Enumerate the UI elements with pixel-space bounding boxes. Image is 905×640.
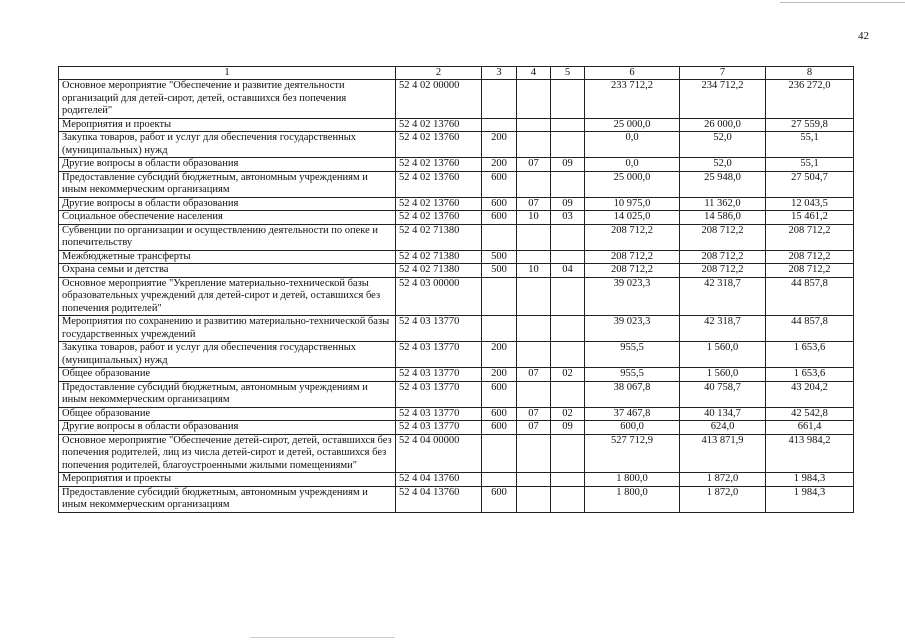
row-amount-col8-cell: 55,1 — [766, 158, 854, 172]
row-amount-col7-cell: 234 712,2 — [680, 80, 766, 119]
top-edge-line — [780, 2, 905, 3]
row-amount-col7-cell: 1 872,0 — [680, 486, 766, 512]
row-section-cell — [517, 381, 551, 407]
row-subsection-cell — [551, 118, 585, 132]
row-amount-col7-cell: 42 318,7 — [680, 277, 766, 316]
row-subsection-cell: 04 — [551, 264, 585, 278]
row-code-cell: 52 4 02 13760 — [396, 171, 482, 197]
row-section-cell — [517, 132, 551, 158]
row-expense-type-cell: 600 — [482, 171, 517, 197]
budget-table — [58, 66, 854, 513]
row-name-cell: Основное мероприятие "Укрепление материально-технической базы образовательных учреждений для детей-сирот и детей, оставшихся без попечения родителей" — [59, 277, 396, 316]
row-name-cell: Межбюджетные трансферты — [59, 250, 396, 264]
row-expense-type-cell — [482, 316, 517, 342]
row-code-cell: 52 4 03 13770 — [396, 368, 482, 382]
table-body — [59, 80, 854, 513]
row-subsection-cell: 09 — [551, 197, 585, 211]
row-code-cell: 52 4 02 13760 — [396, 118, 482, 132]
row-amount-col7-cell: 11 362,0 — [680, 197, 766, 211]
row-code-cell: 52 4 03 00000 — [396, 277, 482, 316]
row-expense-type-cell: 500 — [482, 264, 517, 278]
row-subsection-cell — [551, 342, 585, 368]
row-name-cell: Общее образование — [59, 407, 396, 421]
row-code-cell: 52 4 04 00000 — [396, 434, 482, 473]
row-amount-col7-cell: 1 560,0 — [680, 368, 766, 382]
table-header-row — [59, 67, 854, 80]
row-subsection-cell — [551, 250, 585, 264]
row-code-cell: 52 4 04 13760 — [396, 473, 482, 487]
row-amount-col7-cell: 14 586,0 — [680, 211, 766, 225]
row-amount-col6-cell: 208 712,2 — [585, 224, 680, 250]
row-code-cell: 52 4 02 00000 — [396, 80, 482, 119]
row-subsection-cell — [551, 473, 585, 487]
row-name-cell: Социальное обеспечение населения — [59, 211, 396, 225]
row-amount-col7-cell: 40 134,7 — [680, 407, 766, 421]
row-expense-type-cell: 200 — [482, 368, 517, 382]
row-subsection-cell — [551, 80, 585, 119]
row-amount-col8-cell: 12 043,5 — [766, 197, 854, 211]
table-row — [59, 158, 854, 172]
row-section-cell: 07 — [517, 407, 551, 421]
table-row — [59, 316, 854, 342]
row-subsection-cell: 09 — [551, 158, 585, 172]
row-amount-col6-cell: 208 712,2 — [585, 250, 680, 264]
table-row — [59, 381, 854, 407]
row-expense-type-cell — [482, 118, 517, 132]
table-row — [59, 407, 854, 421]
row-subsection-cell — [551, 434, 585, 473]
row-amount-col8-cell: 44 857,8 — [766, 316, 854, 342]
row-code-cell: 52 4 02 13760 — [396, 197, 482, 211]
row-amount-col7-cell: 40 758,7 — [680, 381, 766, 407]
row-section-cell — [517, 434, 551, 473]
row-section-cell — [517, 486, 551, 512]
row-subsection-cell — [551, 381, 585, 407]
row-code-cell: 52 4 02 71380 — [396, 224, 482, 250]
table-row — [59, 224, 854, 250]
row-name-cell: Закупка товаров, работ и услуг для обеспечения государственных (муниципальных) нужд — [59, 342, 396, 368]
row-name-cell: Мероприятия по сохранению и развитию материально-технической базы государственных учреждений — [59, 316, 396, 342]
row-section-cell — [517, 277, 551, 316]
row-subsection-cell — [551, 224, 585, 250]
row-expense-type-cell: 600 — [482, 486, 517, 512]
row-amount-col6-cell: 25 000,0 — [585, 171, 680, 197]
row-subsection-cell — [551, 277, 585, 316]
table-row — [59, 473, 854, 487]
table-row — [59, 171, 854, 197]
row-amount-col6-cell: 38 067,8 — [585, 381, 680, 407]
row-amount-col7-cell: 624,0 — [680, 421, 766, 435]
row-code-cell: 52 4 03 13770 — [396, 381, 482, 407]
table-row — [59, 486, 854, 512]
row-amount-col6-cell: 25 000,0 — [585, 118, 680, 132]
table-row — [59, 264, 854, 278]
row-expense-type-cell: 200 — [482, 342, 517, 368]
row-subsection-cell — [551, 316, 585, 342]
row-amount-col6-cell: 0,0 — [585, 158, 680, 172]
table-row — [59, 197, 854, 211]
column-header: 8 — [766, 67, 854, 80]
table-row — [59, 368, 854, 382]
row-amount-col6-cell: 14 025,0 — [585, 211, 680, 225]
row-expense-type-cell: 200 — [482, 132, 517, 158]
row-name-cell: Другие вопросы в области образования — [59, 158, 396, 172]
row-amount-col6-cell: 208 712,2 — [585, 264, 680, 278]
row-expense-type-cell: 200 — [482, 158, 517, 172]
row-amount-col7-cell: 1 560,0 — [680, 342, 766, 368]
row-code-cell: 52 4 04 13760 — [396, 486, 482, 512]
row-amount-col8-cell: 1 984,3 — [766, 486, 854, 512]
row-section-cell: 07 — [517, 421, 551, 435]
row-name-cell: Основное мероприятие "Обеспечение и развитие деятельности организаций для детей-сирот, детей, оставшихся без попечения родителей" — [59, 80, 396, 119]
column-header: 5 — [551, 67, 585, 80]
row-amount-col6-cell: 10 975,0 — [585, 197, 680, 211]
row-expense-type-cell: 600 — [482, 421, 517, 435]
row-amount-col6-cell: 39 023,3 — [585, 277, 680, 316]
row-amount-col7-cell: 52,0 — [680, 132, 766, 158]
row-expense-type-cell: 600 — [482, 381, 517, 407]
row-amount-col8-cell: 44 857,8 — [766, 277, 854, 316]
row-amount-col8-cell: 1 984,3 — [766, 473, 854, 487]
table-row — [59, 250, 854, 264]
row-amount-col7-cell: 208 712,2 — [680, 250, 766, 264]
row-expense-type-cell — [482, 434, 517, 473]
table-row — [59, 277, 854, 316]
table-row — [59, 342, 854, 368]
row-section-cell — [517, 316, 551, 342]
row-section-cell — [517, 171, 551, 197]
row-name-cell: Мероприятия и проекты — [59, 473, 396, 487]
row-expense-type-cell — [482, 224, 517, 250]
row-expense-type-cell: 600 — [482, 197, 517, 211]
row-amount-col8-cell: 55,1 — [766, 132, 854, 158]
row-name-cell: Мероприятия и проекты — [59, 118, 396, 132]
row-amount-col8-cell: 42 542,8 — [766, 407, 854, 421]
column-header: 2 — [396, 67, 482, 80]
row-section-cell — [517, 80, 551, 119]
row-amount-col8-cell: 236 272,0 — [766, 80, 854, 119]
row-amount-col8-cell: 1 653,6 — [766, 342, 854, 368]
row-section-cell — [517, 118, 551, 132]
row-section-cell — [517, 224, 551, 250]
row-amount-col8-cell: 43 204,2 — [766, 381, 854, 407]
row-amount-col7-cell: 26 000,0 — [680, 118, 766, 132]
row-amount-col8-cell: 661,4 — [766, 421, 854, 435]
row-expense-type-cell: 600 — [482, 407, 517, 421]
row-expense-type-cell: 500 — [482, 250, 517, 264]
row-subsection-cell: 02 — [551, 407, 585, 421]
row-amount-col7-cell: 52,0 — [680, 158, 766, 172]
page-number: 42 — [858, 30, 869, 42]
row-amount-col8-cell: 27 504,7 — [766, 171, 854, 197]
row-amount-col8-cell: 208 712,2 — [766, 250, 854, 264]
row-amount-col6-cell: 37 467,8 — [585, 407, 680, 421]
row-section-cell: 07 — [517, 197, 551, 211]
table-row — [59, 80, 854, 119]
column-header: 4 — [517, 67, 551, 80]
row-name-cell: Предоставление субсидий бюджетным, автономным учреждениям и иным некоммерческим организациям — [59, 381, 396, 407]
row-subsection-cell — [551, 486, 585, 512]
row-subsection-cell — [551, 171, 585, 197]
row-code-cell: 52 4 03 13770 — [396, 316, 482, 342]
row-amount-col7-cell: 208 712,2 — [680, 224, 766, 250]
row-amount-col6-cell: 600,0 — [585, 421, 680, 435]
row-amount-col6-cell: 955,5 — [585, 368, 680, 382]
row-amount-col8-cell: 208 712,2 — [766, 224, 854, 250]
row-name-cell: Предоставление субсидий бюджетным, автономным учреждениям и иным некоммерческим организациям — [59, 486, 396, 512]
row-amount-col7-cell: 1 872,0 — [680, 473, 766, 487]
row-code-cell: 52 4 02 13760 — [396, 211, 482, 225]
row-expense-type-cell — [482, 473, 517, 487]
row-name-cell: Другие вопросы в области образования — [59, 197, 396, 211]
row-subsection-cell — [551, 132, 585, 158]
table-row — [59, 434, 854, 473]
column-header: 6 — [585, 67, 680, 80]
column-header: 7 — [680, 67, 766, 80]
row-amount-col6-cell: 0,0 — [585, 132, 680, 158]
row-code-cell: 52 4 03 13770 — [396, 421, 482, 435]
table-row — [59, 118, 854, 132]
row-code-cell: 52 4 03 13770 — [396, 342, 482, 368]
row-section-cell — [517, 342, 551, 368]
table-row — [59, 211, 854, 225]
row-expense-type-cell — [482, 80, 517, 119]
row-expense-type-cell: 600 — [482, 211, 517, 225]
column-header: 3 — [482, 67, 517, 80]
row-code-cell: 52 4 02 13760 — [396, 158, 482, 172]
row-amount-col7-cell: 25 948,0 — [680, 171, 766, 197]
row-amount-col8-cell: 413 984,2 — [766, 434, 854, 473]
row-amount-col7-cell: 413 871,9 — [680, 434, 766, 473]
row-section-cell: 07 — [517, 158, 551, 172]
row-amount-col8-cell: 1 653,6 — [766, 368, 854, 382]
row-amount-col8-cell: 15 461,2 — [766, 211, 854, 225]
row-amount-col8-cell: 208 712,2 — [766, 264, 854, 278]
row-section-cell — [517, 473, 551, 487]
row-section-cell: 07 — [517, 368, 551, 382]
row-amount-col7-cell: 42 318,7 — [680, 316, 766, 342]
row-name-cell: Другие вопросы в области образования — [59, 421, 396, 435]
row-section-cell: 10 — [517, 211, 551, 225]
row-amount-col6-cell: 955,5 — [585, 342, 680, 368]
row-code-cell: 52 4 02 13760 — [396, 132, 482, 158]
row-section-cell: 10 — [517, 264, 551, 278]
table-row — [59, 132, 854, 158]
table-row — [59, 421, 854, 435]
row-code-cell: 52 4 03 13770 — [396, 407, 482, 421]
row-name-cell: Охрана семьи и детства — [59, 264, 396, 278]
row-amount-col6-cell: 1 800,0 — [585, 486, 680, 512]
row-subsection-cell: 02 — [551, 368, 585, 382]
row-name-cell: Субвенции по организации и осуществлению деятельности по опеке и попечительству — [59, 224, 396, 250]
row-amount-col7-cell: 208 712,2 — [680, 264, 766, 278]
row-subsection-cell: 03 — [551, 211, 585, 225]
row-name-cell: Закупка товаров, работ и услуг для обеспечения государственных (муниципальных) нужд — [59, 132, 396, 158]
row-subsection-cell: 09 — [551, 421, 585, 435]
bottom-edge-line — [250, 637, 395, 638]
row-amount-col8-cell: 27 559,8 — [766, 118, 854, 132]
column-header: 1 — [59, 67, 396, 80]
row-amount-col6-cell: 1 800,0 — [585, 473, 680, 487]
row-name-cell: Предоставление субсидий бюджетным, автономным учреждениям и иным некоммерческим организациям — [59, 171, 396, 197]
row-code-cell: 52 4 02 71380 — [396, 264, 482, 278]
row-expense-type-cell — [482, 277, 517, 316]
row-amount-col6-cell: 39 023,3 — [585, 316, 680, 342]
row-name-cell: Общее образование — [59, 368, 396, 382]
row-amount-col6-cell: 233 712,2 — [585, 80, 680, 119]
row-name-cell: Основное мероприятие "Обеспечение детей-сирот, детей, оставшихся без попечения родителей, лиц из числа детей-сирот и детей, оставшихся без попечения родителей, благоустроенными жилыми помещениями" — [59, 434, 396, 473]
row-code-cell: 52 4 02 71380 — [396, 250, 482, 264]
row-section-cell — [517, 250, 551, 264]
row-amount-col6-cell: 527 712,9 — [585, 434, 680, 473]
